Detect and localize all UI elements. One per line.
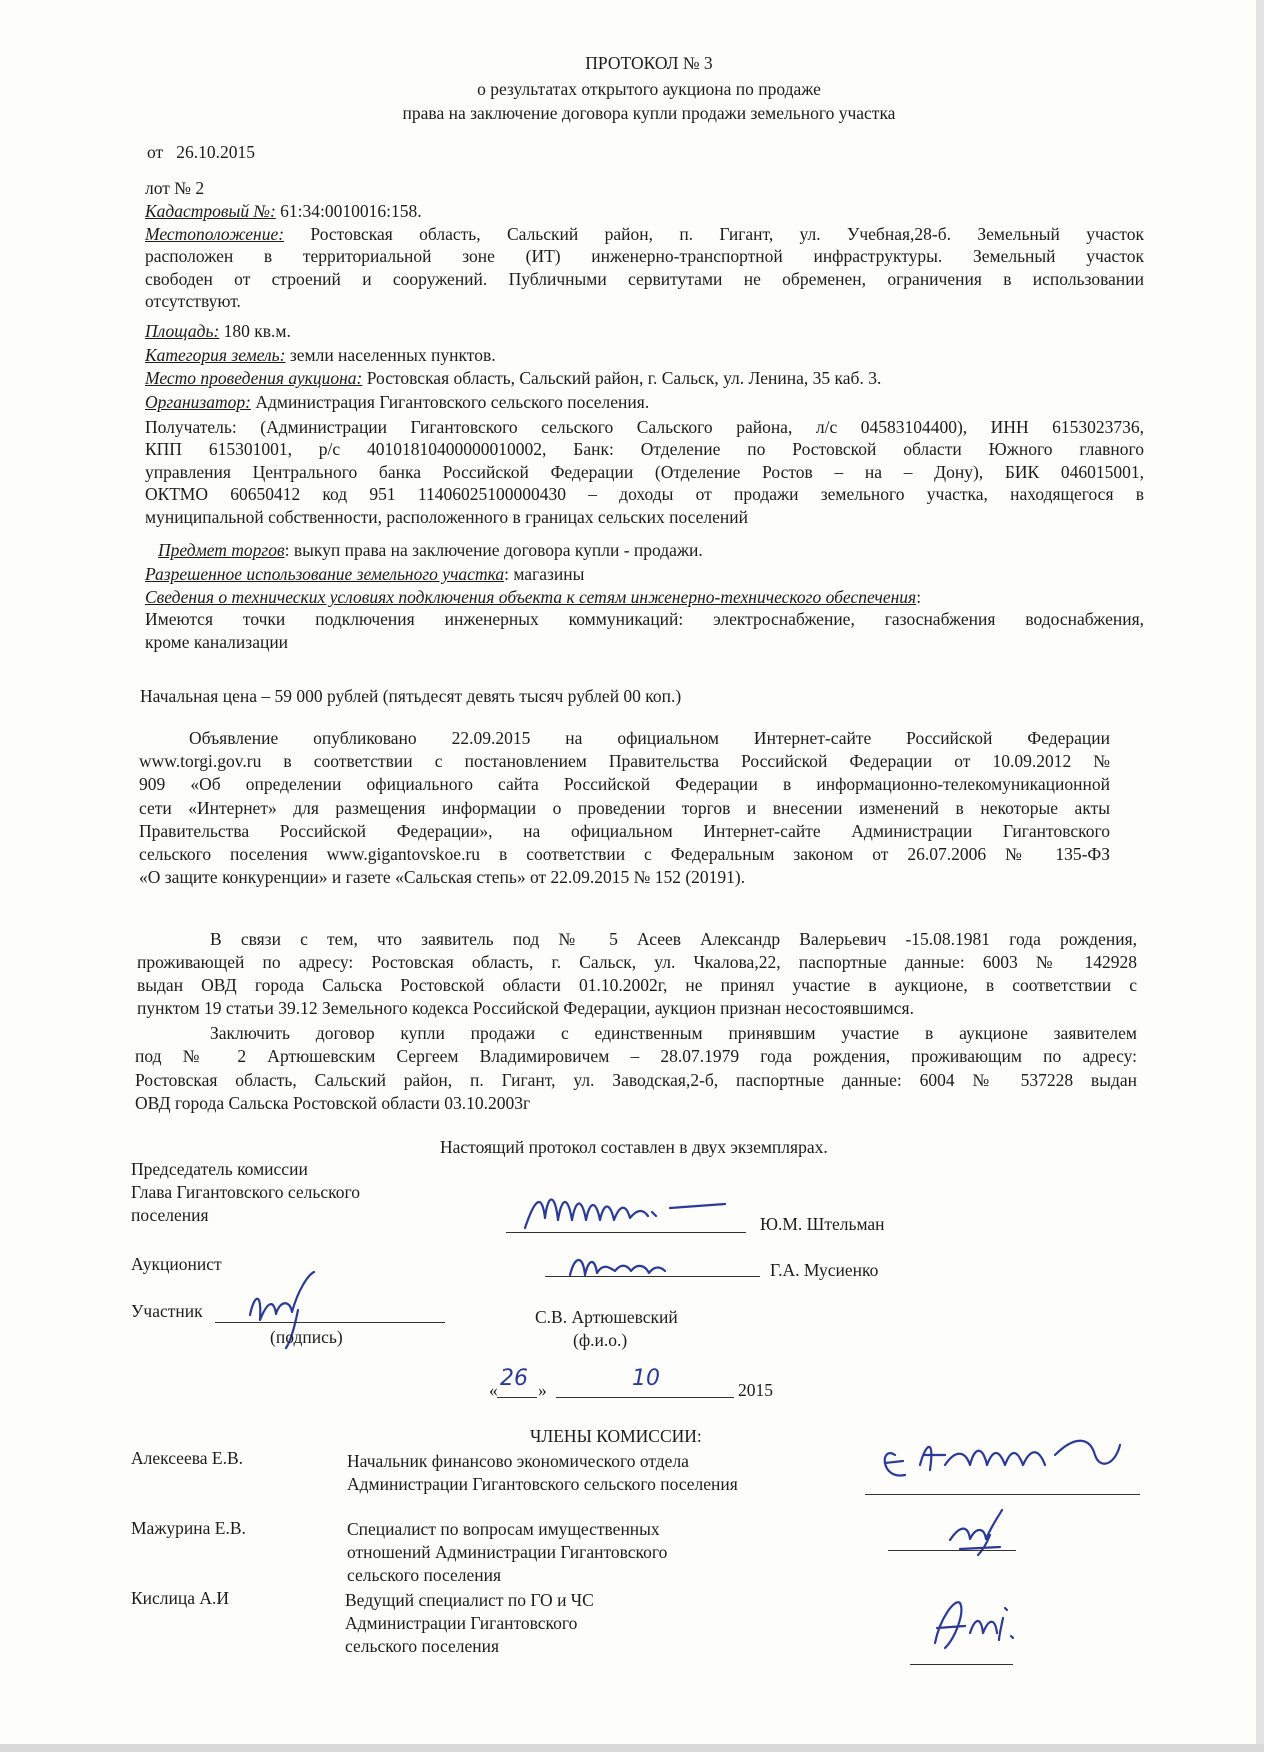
signing-month-line [556, 1397, 734, 1398]
land-category-value: земли населенных пунктов. [285, 345, 496, 365]
announcement-block [139, 727, 1110, 889]
member-signature-line [888, 1550, 1016, 1551]
auction-place-value: Ростовская область, Сальский район, г. Сальск, ул. Ленина, 35 каб. 3. [362, 368, 882, 388]
subject-value: : выкуп права на заключение договора купли - продажи. [284, 540, 703, 560]
recipient-line: Получатель: (Администрации Гигантовского сельского Сальского района, л/с 04583104400), ИНН 6153023736, [145, 417, 1144, 437]
member-position-line: Администрации Гигантовского [345, 1613, 578, 1633]
date-open-quote: « [489, 1380, 498, 1400]
failed-auction-block [137, 928, 1137, 1020]
failed-auction-line: выдан ОВД города Сальска Ростовской области 01.10.2002г, не принял участие в аукционе, в соответствии с [137, 975, 1137, 995]
area-label: Площадь: [145, 321, 220, 341]
member-signature [875, 1425, 1145, 1495]
location-label: Местоположение: [145, 224, 285, 244]
contract-block [135, 1022, 1137, 1115]
member-position-line: Администрации Гигантовского сельского поселения [347, 1473, 738, 1494]
chairman-signature-line [506, 1232, 746, 1233]
lot-number: лот № 2 [145, 178, 205, 198]
area-value: 180 кв.м. [219, 321, 291, 341]
organizer-line [145, 391, 649, 413]
auction-place-label: Место проведения аукциона: [145, 368, 363, 388]
member-name: Мажурина Е.В. [131, 1518, 246, 1538]
scan-edge-right [1256, 0, 1264, 1752]
permitted-use-label: Разрешенное использование земельного участка [145, 564, 505, 584]
member-position [347, 1518, 847, 1587]
signature-caption: (подпись) [270, 1327, 343, 1347]
tech-conditions-line: кроме канализации [145, 631, 289, 652]
participant-name: С.В. Артюшевский [535, 1307, 678, 1327]
permitted-use-value: : магазины [504, 564, 585, 584]
failed-auction-line: пунктом 19 статьи 39.12 Земельного кодекса Российской Федерации, аукцион признан несостоявшимся. [137, 998, 914, 1018]
auctioneer-signature [565, 1245, 705, 1285]
cadastral-line [145, 200, 422, 222]
commission-title: ЧЛЕНЫ КОМИССИИ: [530, 1426, 702, 1446]
date-value: 26.10.2015 [176, 142, 256, 162]
member-signature-line [865, 1494, 1140, 1495]
contract-line: под № 2 Артюшевским Сергеем Владимировичем – 28.07.1979 года рождения, проживающим по адресу: [135, 1046, 1137, 1067]
chairman-signature [520, 1188, 750, 1238]
signing-day: 26 [500, 1366, 528, 1391]
location-line: отсутствуют. [145, 291, 241, 312]
tech-conditions-colon: : [916, 587, 922, 607]
member-position-line: сельского поселения [347, 1565, 502, 1585]
chairman-title-line: Председатель комиссии [131, 1159, 308, 1179]
signing-day-line [497, 1397, 537, 1398]
auction-place-line [145, 367, 881, 389]
location-line: расположен в территориальной зоне (ИТ) инженерно-транспортной инфраструктуры. Земельный участок [145, 246, 1144, 267]
auctioneer-name: Г.А. Мусиенко [770, 1260, 879, 1280]
start-price: Начальная цена – 59 000 рублей (пятьдесят девять тысяч рублей 00 коп.) [140, 686, 682, 706]
protocol-subtitle-1: о результатах открытого аукциона по продаже [477, 79, 821, 99]
chairman-title-line: Глава Гигантовского сельского [131, 1182, 361, 1202]
failed-auction-line: В связи с тем, что заявитель под № 5 Асеев Александр Валерьевич -15.08.1981 года рождения, [210, 929, 1137, 949]
announcement-line: сельского поселения www.gigantovskoe.ru в соответствии с Федеральным законом от 26.07.2006 № 135-ФЗ [139, 844, 1110, 865]
auctioneer-label: Аукционист [131, 1254, 222, 1274]
location-line: свободен от строений и сооружений. Публичными сервитутами не обременен, ограничения в использовании [145, 268, 1144, 289]
contract-line: Заключить договор купли продажи с единственным принявшим участие в аукционе заявителем [210, 1023, 1137, 1043]
date-prefix: от [147, 142, 164, 162]
copies-note: Настоящий протокол составлен в двух экземплярах. [440, 1137, 828, 1157]
location-block [145, 223, 1144, 313]
member-position-line: сельского поселения [345, 1636, 500, 1656]
contract-line: ОВД города Сальска Ростовской области 03.10.2003г [135, 1092, 531, 1113]
tech-conditions-line: Имеются точки подключения инженерных коммуникаций: электроснабжение, газоснабжения водоснабжения, [145, 609, 1144, 630]
signing-month: 10 [632, 1366, 660, 1391]
organizer-label: Организатор: [145, 392, 251, 412]
cadastral-value: 61:34:0010016:158. [275, 201, 422, 221]
organizer-value: Администрация Гигантовского сельского поселения. [250, 392, 650, 412]
recipient-line: ОКТМО 60650412 код 951 11406025100000430 – доходы от продажи земельного участка, находящегося в [145, 484, 1144, 505]
announcement-line: 909 «Об определении официального сайта Российской Федерации в информационно-телекомуникационной [139, 774, 1110, 795]
announcement-line: Объявление опубликовано 22.09.2015 на официальном Интернет-сайте Российской Федерации [189, 728, 1110, 748]
participant-label: Участник [131, 1301, 203, 1321]
auctioneer-signature-line [545, 1276, 760, 1277]
protocol-subtitle-2: права на заключение договора купли продажи земельного участка [402, 103, 896, 123]
member-position-line: отношений Администрации Гигантовского [347, 1542, 668, 1562]
member-name: Алексеева Е.В. [131, 1448, 244, 1468]
subject-line [158, 539, 703, 561]
location-text: Ростовская область, Сальский район, п. Гигант, ул. Учебная,28-б. Земельный участок [284, 224, 1144, 244]
chairman-block [131, 1158, 451, 1227]
member-position-line: Начальник финансово экономического отдела [347, 1451, 689, 1471]
announcement-line: Правительства Российской Федерации», на официальном Интернет-сайте Администрации Гигантовского [139, 820, 1110, 841]
chairman-title-line: поселения [131, 1205, 209, 1225]
recipient-line: муниципальной собственности, расположенного в границах сельских поселений [145, 506, 748, 527]
location-line [145, 223, 1144, 245]
name-caption: (ф.и.о.) [573, 1330, 628, 1350]
protocol-date [147, 141, 255, 163]
recipient-line: управления Центрального банка Российской Федерации (Отделение Ростов – на – Дону), БИК 046015001, [145, 461, 1144, 482]
member-position [347, 1450, 847, 1495]
scan-edge-bottom [0, 1744, 1264, 1752]
permitted-use-line [145, 563, 584, 585]
area-line [145, 320, 291, 342]
land-category-label: Категория земель: [145, 345, 286, 365]
date-close-quote: » [538, 1380, 547, 1400]
failed-auction-line: проживающей по адресу: Ростовская область, г. Сальск, ул. Чкалова,22, паспортные данные: 6003 № 142928 [137, 952, 1137, 972]
land-category-line [145, 344, 496, 366]
member-name: Кислица А.И [131, 1588, 230, 1608]
contract-line: Ростовская область, Сальский район, п. Гигант, ул. Заводская,2-б, паспортные данные: 6004 № 537228 выдан [135, 1069, 1137, 1090]
member-signature [915, 1588, 1025, 1658]
member-position [345, 1589, 845, 1658]
member-signature [940, 1505, 1020, 1555]
announcement-line: www.torgi.gov.ru в соответствии с постановлением Правительства Российской Федерации от 10.09.2012 № [139, 751, 1110, 772]
member-position-line: Ведущий специалист по ГО и ЧС [345, 1590, 594, 1610]
announcement-line: сети «Интернет» для размещения информации о проведении торгов и внесении изменений в некоторые акты [139, 797, 1110, 818]
recipient-line: КПП 615301001, р/с 40101810400000010002, Банк: Отделение по Ростовской области Южного главного [145, 439, 1144, 460]
member-position-line: Специалист по вопросам имущественных [347, 1519, 660, 1539]
tech-conditions-heading [145, 586, 1144, 608]
subject-label: Предмет торгов [158, 540, 285, 560]
cadastral-label: Кадастровый №: [145, 201, 276, 221]
signing-year: 2015 [738, 1380, 773, 1400]
member-signature-line [910, 1664, 1013, 1665]
tech-conditions-block [145, 586, 1144, 653]
chairman-name: Ю.М. Штельман [760, 1214, 885, 1234]
protocol-title: ПРОТОКОЛ № 3 [585, 53, 713, 73]
recipient-block [145, 416, 1144, 528]
announcement-line: «О защите конкуренции» и газете «Сальская степь» от 22.09.2015 № 152 (20191). [139, 867, 746, 888]
tech-conditions-label: Сведения о технических условиях подключения объекта к сетям инженерно-технического обеспечения [145, 587, 917, 607]
